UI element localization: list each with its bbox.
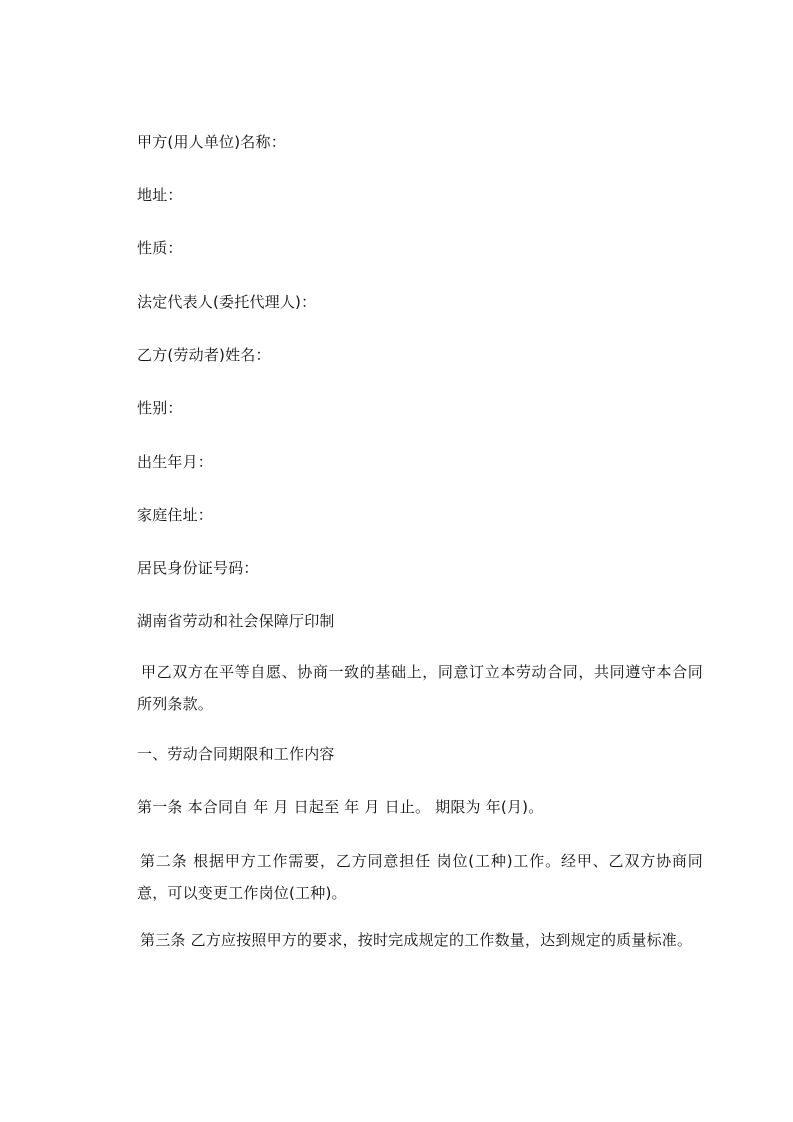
article-1: 第一条 本合同自 年 月 日起至 年 月 日止。 期限为 年(月)。	[137, 798, 544, 816]
address-label: 地址：	[137, 186, 183, 204]
birth-date-label: 出生年月：	[137, 453, 214, 471]
article-2-text: 第二条 根据甲方工作需要，乙方同意担任 岗位(工种)工作。经甲、乙双方协商同意，可以变更工作岗位(工种)。	[137, 852, 703, 902]
article-2-paragraph	[137, 845, 703, 909]
article-3-text: 第三条 乙方应按照甲方的要求，按时完成规定的工作数量，达到规定的质量标准。	[140, 931, 693, 949]
nature-label: 性质：	[137, 239, 183, 257]
employer-name-label: 甲方(用人单位)名称：	[137, 133, 286, 151]
legal-representative-label: 法定代表人(委托代理人)：	[137, 293, 317, 311]
intro-text: 甲乙双方在平等自愿、协商一致的基础上，同意订立本劳动合同，共同遵守本合同所列条款。	[137, 663, 703, 713]
intro-paragraph	[137, 656, 703, 720]
home-address-label: 家庭住址：	[137, 506, 214, 524]
article-3-paragraph	[137, 924, 703, 956]
employee-name-label: 乙方(劳动者)姓名：	[137, 346, 271, 364]
id-number-label: 居民身份证号码：	[137, 559, 259, 577]
gender-label: 性别：	[137, 399, 183, 417]
section-heading: 一、劳动合同期限和工作内容	[137, 745, 335, 763]
printer-notice: 湖南省劳动和社会保障厅印制	[137, 612, 335, 630]
